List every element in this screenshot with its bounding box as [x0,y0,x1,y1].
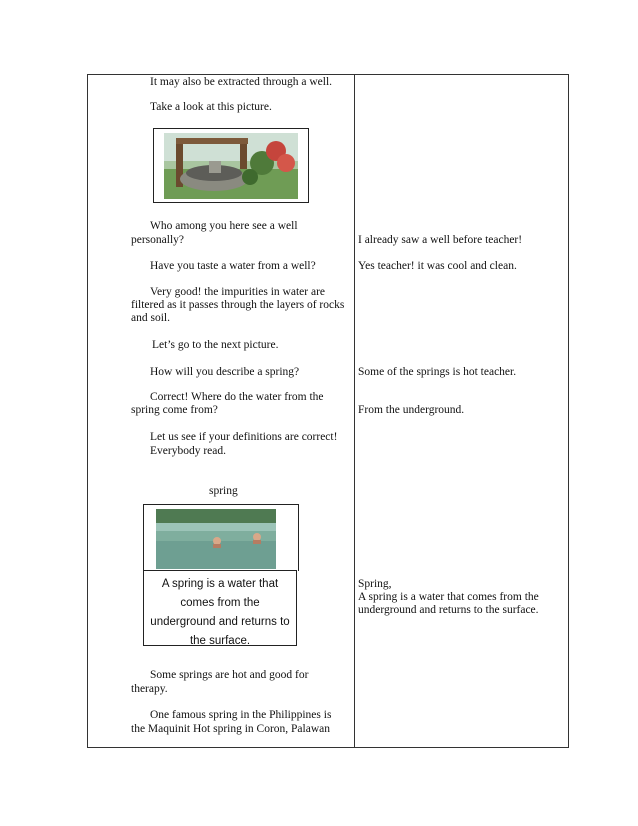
student-line-definition-1: A spring is a water that comes from the [358,591,539,603]
teacher-line-extract-well: It may also be extracted through a well. [150,76,333,88]
student-line-underground: From the underground. [358,404,465,416]
student-line-definition-2: underground and returns to the surface. [358,604,539,616]
spring-definition-box [143,570,297,646]
teacher-line-look-picture: Take a look at this picture. [150,101,272,113]
spring-definition: A spring is a water that comes from the underground and returns to the surface. [150,578,290,647]
well-image [154,129,308,202]
teacher-line-soil: and soil. [131,312,170,324]
teacher-line-everybody-read: Everybody read. [150,445,226,457]
spring-photo [143,504,299,571]
teacher-line-maquinit: the Maquinit Hot spring in Coron, Palawan [131,723,330,735]
spring-image [144,505,298,571]
teacher-line-very-good: Very good! the impurities in water are [150,286,325,298]
teacher-line-filtered: filtered as it passes through the layers of rocks [131,299,345,311]
teacher-line-next-picture: Let’s go to the next picture. [152,339,279,351]
teacher-line-spring-come-from: spring come from? [131,404,218,416]
well-photo [153,128,309,203]
teacher-line-some-springs: Some springs are hot and good for [150,669,309,681]
spring-caption: spring [209,485,238,497]
teacher-line-personally: personally? [131,234,185,246]
teacher-line-correct: Correct! Where do the water from the [150,391,324,403]
student-line-cool-clean: Yes teacher! it was cool and clean. [358,260,517,272]
column-divider [354,75,355,747]
student-line-hot-springs: Some of the springs is hot teacher. [358,366,517,378]
teacher-line-let-us-see: Let us see if your definitions are correct! [150,431,338,443]
student-line-spring: Spring, [358,578,392,590]
teacher-line-famous-spring: One famous spring in the Philippines is [150,709,332,721]
teacher-line-therapy: therapy. [131,683,168,695]
teacher-line-have-you: Have you taste a water from a well? [150,260,316,272]
teacher-line-who-among: Who among you here see a well [150,220,298,232]
student-line-saw-well: I already saw a well before teacher! [358,234,523,246]
teacher-line-describe-spring: How will you describe a spring? [150,366,300,378]
